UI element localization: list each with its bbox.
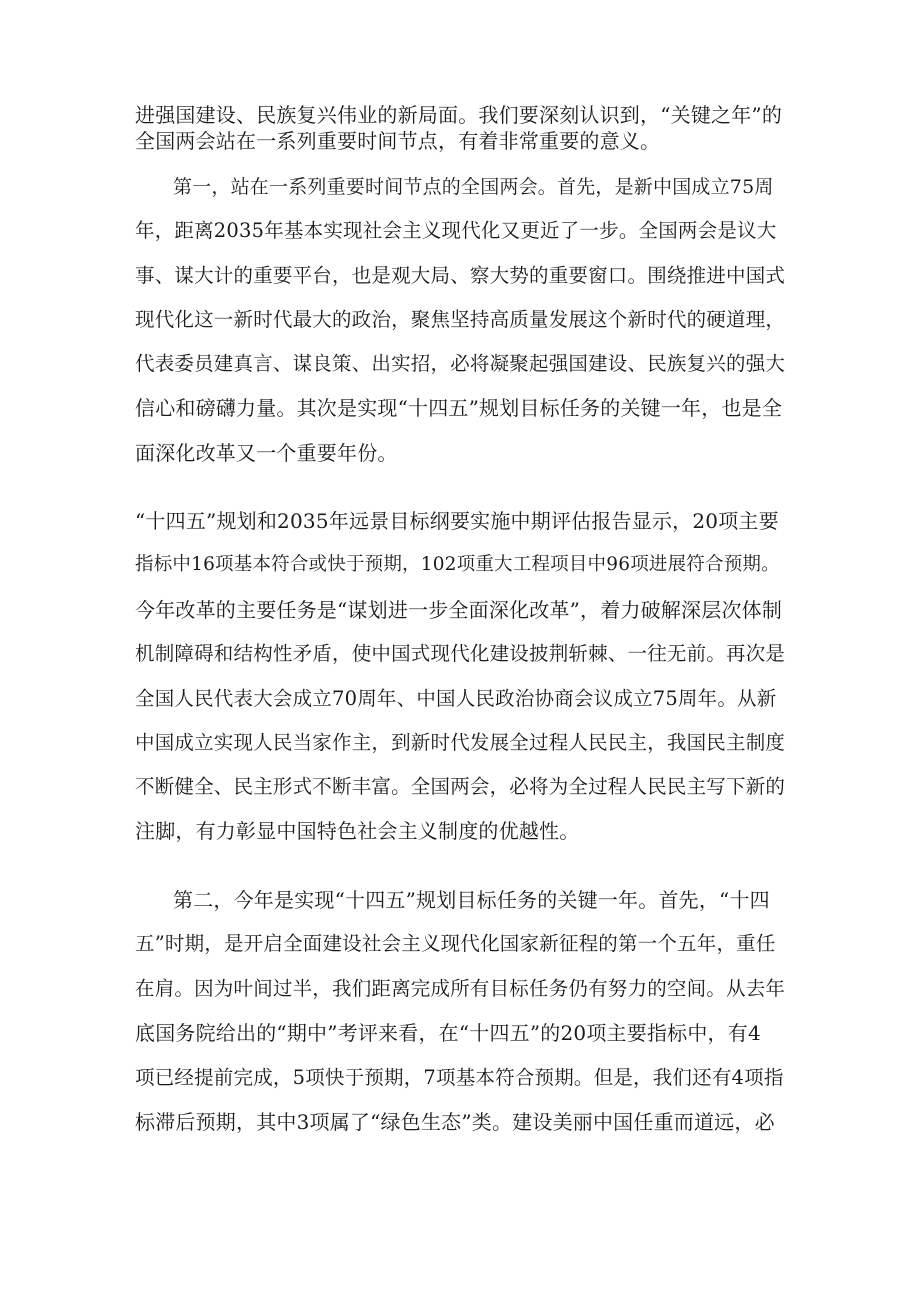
text-line: 五”时期，是开启全面建设社会主义现代化国家新征程的第一个五年，重任 — [135, 932, 776, 955]
text-line: 年，距离2035年基本实现社会主义现代化又更近了一步。全国两会是议大 — [135, 219, 777, 242]
text-line: 指标中16项基本符合或快于预期，102项重大工程项目中96项进展符合预期。 — [135, 554, 780, 575]
text-line: 第一，站在一系列重要时间节点的全国两会。首先，是新中国成立75周 — [173, 176, 774, 198]
text-line: “十四五”规划和2035年远景目标纲要实施中期评估报告显示，20项主要 — [135, 509, 779, 533]
text-line: 信心和磅礴力量。其次是实现“十四五”规划目标任务的关键一年，也是全 — [135, 396, 783, 420]
text-line: 事、谋大计的重要平台，也是观大局、察大势的重要窗口。围绕推进中国式 — [135, 264, 786, 287]
text-line: 第二，今年是实现“十四五”规划目标任务的关键一年。首先，“十四 — [173, 888, 770, 912]
text-line: 代表委员建真言、谋良策、出实招，必将凝聚起强国建设、民族复兴的强大 — [135, 352, 786, 375]
text-line: 项已经提前完成，5项快于预期，7项基本符合预期。但是，我们还有4项指 — [135, 1066, 784, 1089]
text-line: 在肩。因为叶间过半，我们距离完成所有目标任务仍有努力的空间。从去年 — [135, 977, 786, 1000]
text-line: 现代化这一新时代最大的政治，聚焦坚持高质量发展这个新时代的硬道理， — [135, 308, 786, 331]
text-line: 机制障碍和结构性矛盾，使中国式现代化建设披荆斩棘、一往无前。再次是 — [135, 642, 786, 665]
text-line: 进强国建设、民族复兴伟业的新局面。我们要深刻认识到，“关键之年”的 — [135, 103, 783, 127]
text-line: 中国成立实现人民当家作主，到新时代发展全过程人民民主，我国民主制度 — [135, 731, 786, 754]
text-line: 今年改革的主要任务是“谋划进一步全面深化改革”，着力破解深层次体制 — [135, 598, 783, 622]
text-line: 全国人民代表大会成立70周年、中国人民政治协商会议成立75周年。从新 — [135, 687, 777, 710]
text-line: 注脚，有力彰显中国特色社会主义制度的优越性。 — [135, 819, 580, 843]
text-line: 底国务院给出的“期中”考评来看，在“十四五”的20项主要指标中，有4 — [135, 1021, 761, 1045]
text-line: 标滞后预期，其中3项属了“绿色生态”类。建设美丽中国任重而道远，必 — [135, 1110, 775, 1134]
text-line: 全国两会站在一系列重要时间节点，有着非常重要的意义。 — [135, 129, 661, 153]
text-line: 面深化改革又一个重要年份。 — [135, 441, 398, 465]
text-line: 不断健全、民主形式不断丰富。全国两会，必将为全过程人民民主写下新的 — [135, 775, 786, 798]
